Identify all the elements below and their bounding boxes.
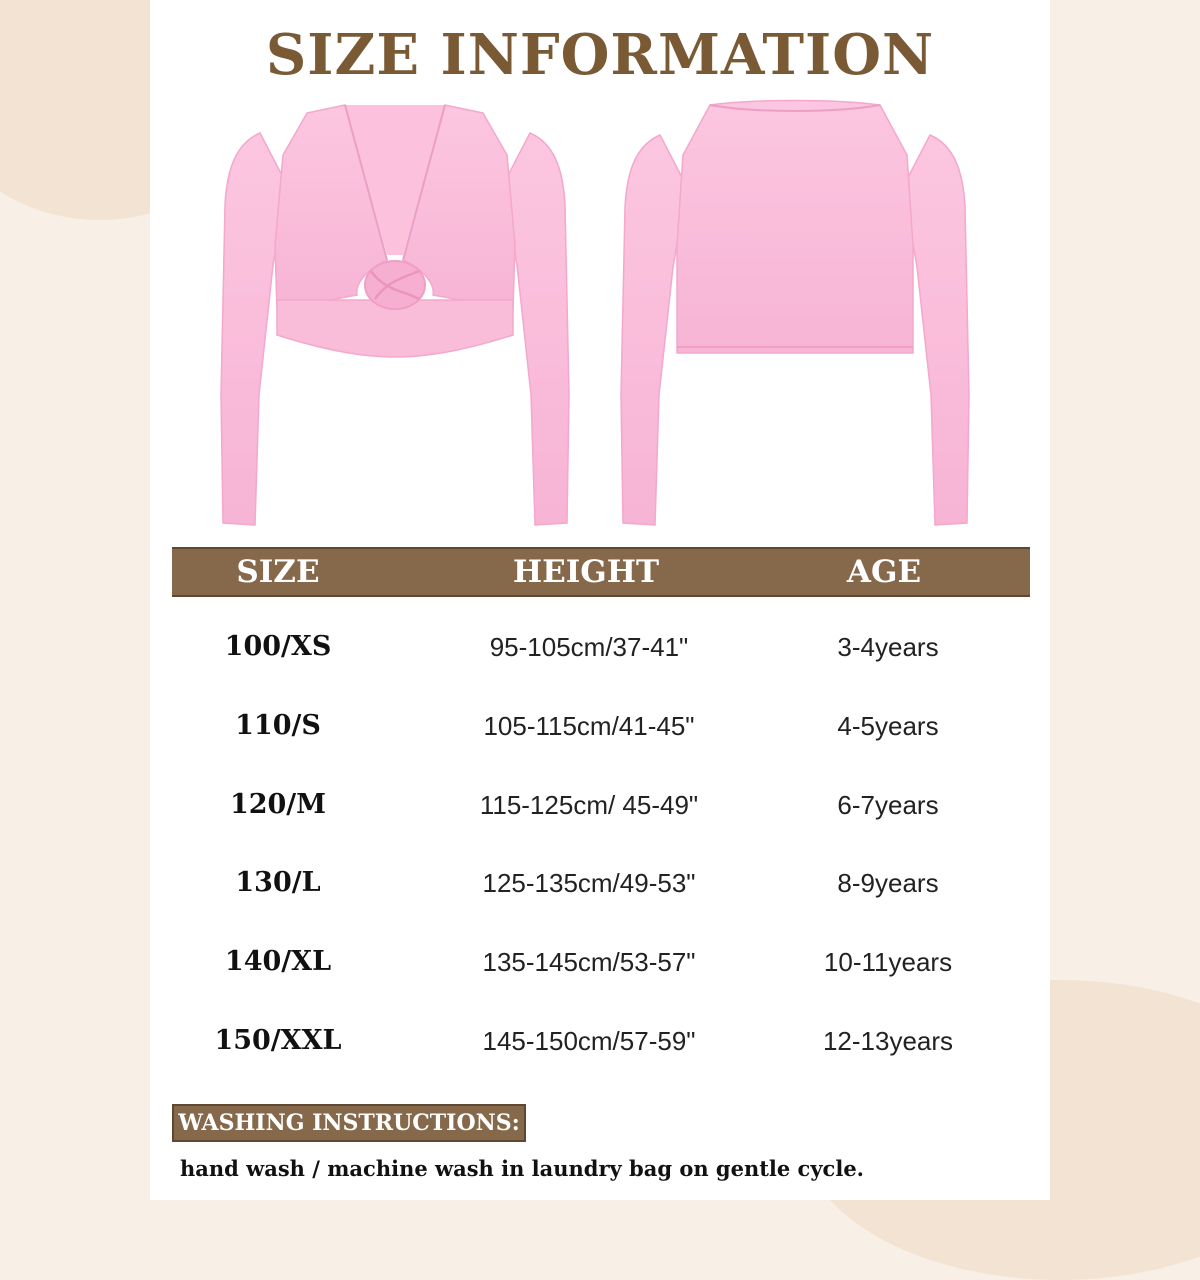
height-cell: 125-135cm/49-53" [482, 868, 696, 898]
garment-back-image [615, 95, 975, 535]
table-row [172, 617, 1030, 677]
size-cell: 110/S [235, 710, 321, 741]
table-row [172, 696, 1030, 756]
table-row [172, 853, 1030, 913]
table-row [172, 1011, 1030, 1071]
size-column-header: SIZE [236, 554, 320, 590]
age-cell: 10-11years [823, 947, 953, 977]
height-cell: 115-125cm/ 45-49" [479, 790, 699, 820]
age-cell: 4-5years [837, 711, 939, 741]
page-title: SIZE INFORMATION [265, 22, 935, 88]
height-cell: 95-105cm/37-41" [489, 632, 689, 662]
height-cell: 135-145cm/53-57" [482, 947, 696, 977]
age-cell: 12-13years [822, 1026, 954, 1056]
age-cell: 6-7years [837, 790, 939, 820]
size-cell: 120/M [229, 789, 327, 820]
washing-instructions-text: hand wash / machine wash in laundry bag on gentle cycle. [180, 1156, 864, 1181]
size-cell: 140/XL [224, 946, 332, 977]
size-cell: 150/XXL [214, 1025, 342, 1056]
table-row [172, 775, 1030, 835]
table-row [172, 932, 1030, 992]
age-cell: 3-4years [837, 632, 939, 662]
age-column-header: AGE [846, 554, 922, 590]
height-cell: 145-150cm/57-59" [482, 1026, 696, 1056]
size-cell: 130/L [235, 867, 321, 898]
washing-instructions-heading: WASHING INSTRUCTIONS: [172, 1104, 526, 1142]
age-cell: 8-9years [837, 868, 939, 898]
height-column-header: HEIGHT [512, 554, 660, 590]
size-table-header [172, 547, 1030, 597]
size-cell: 100/XS [224, 631, 332, 662]
height-cell: 105-115cm/41-45" [483, 711, 695, 741]
garment-front-image [215, 95, 575, 535]
